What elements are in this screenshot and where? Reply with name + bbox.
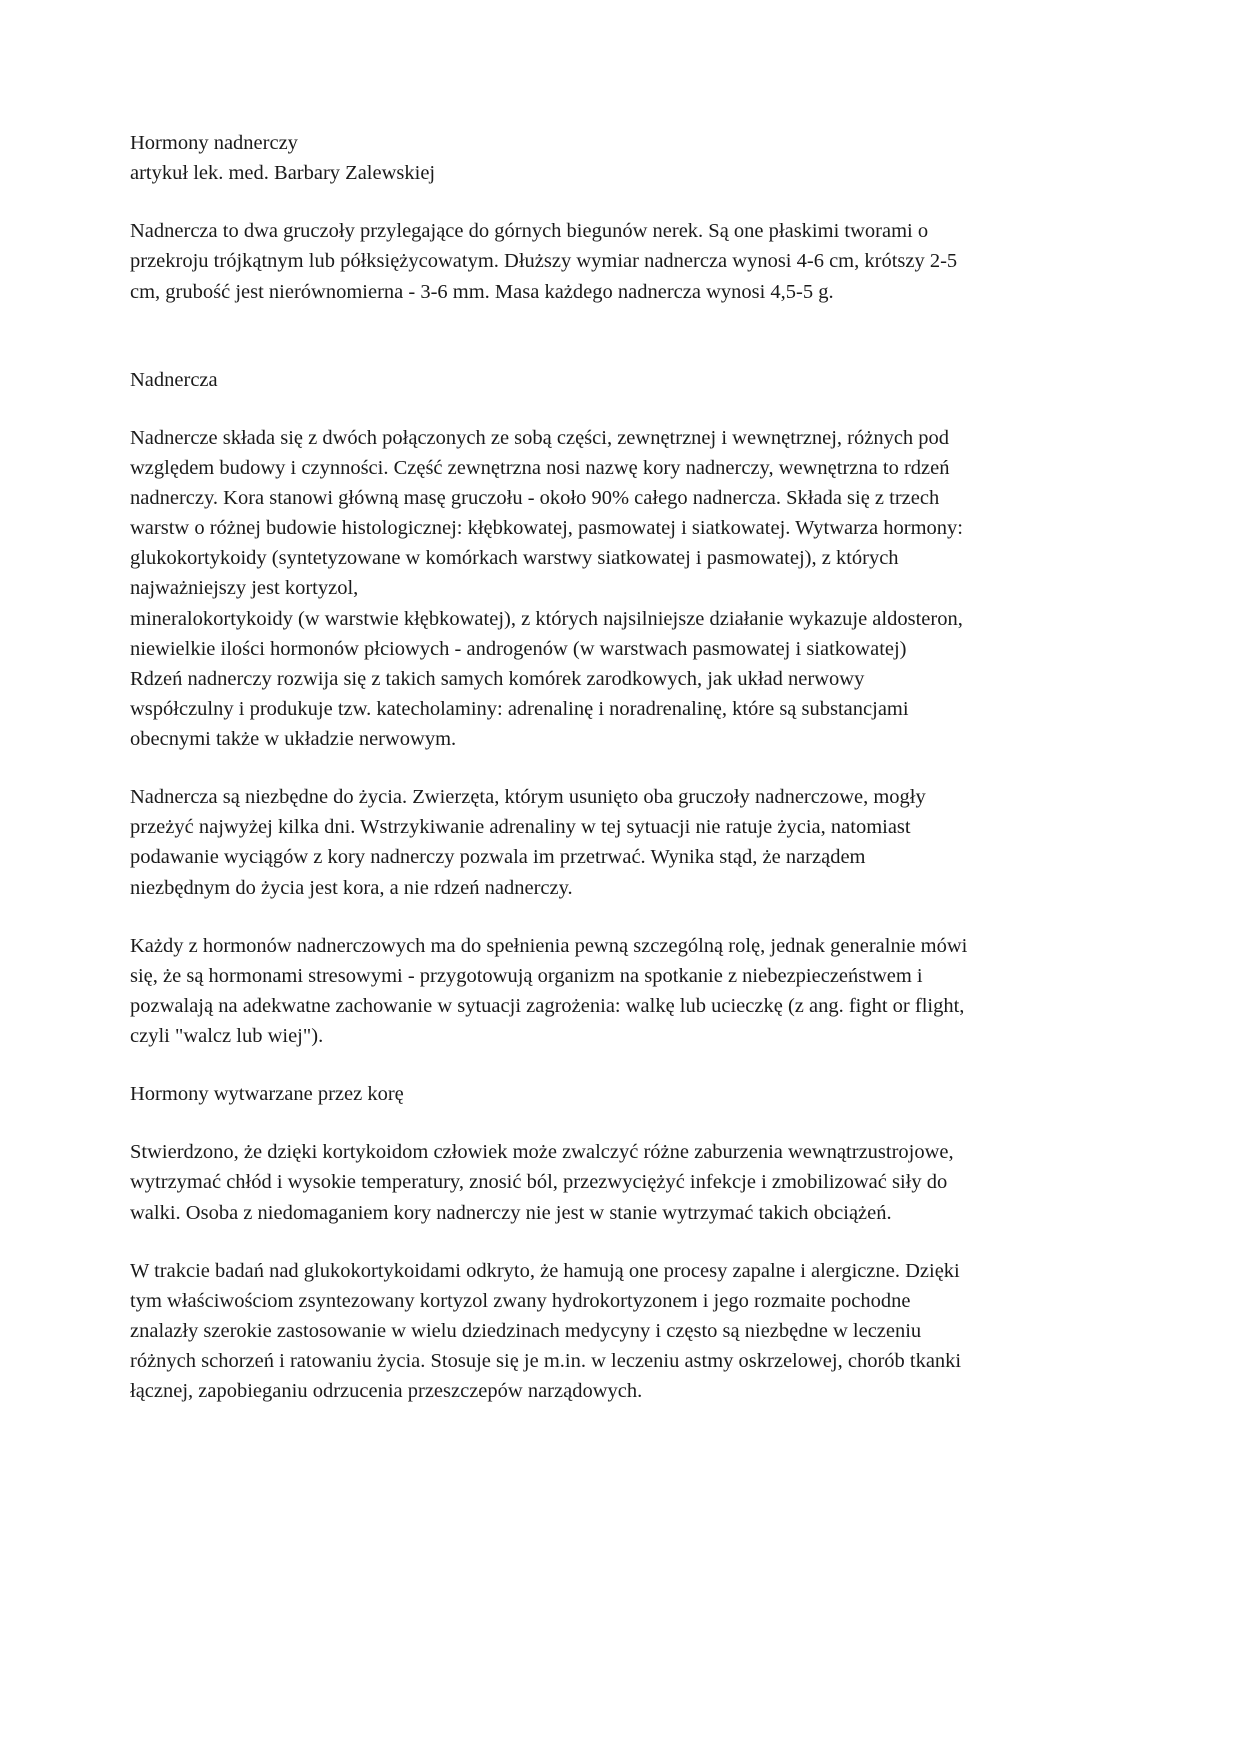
body-block-2: Rdzeń nadnerczy rozwija się z takich samych komórek zarodkowych, jak układ nerwowy współczulny i produkuje tzw. katecholaminy: adrenalinę i noradrenalinę, które są substancjami obecnymi także w układzie nerwowym. (130, 667, 909, 750)
spacer (130, 337, 970, 365)
title-line-1: Hormony nadnerczy (130, 132, 298, 154)
list-item: mineralokortykoidy (w warstwie kłębkowatej), z których najsilniejsze działanie wykazuje aldosteron, (130, 607, 963, 630)
list-item: niewielkie ilości hormonów płciowych - androgenów (w warstwach pasmowatej i siatkowatej) (130, 637, 907, 660)
body-block-3: Nadnercza są niezbędne do życia. Zwierzęta, którym usunięto oba gruczoły nadnerczowe, mogły przeżyć najwyżej kilka dni. Wstrzykiwanie adrenaliny w tej sytuacji nie ratuje życia, natomiast podawanie wyciągów z kory nadnerczy pozwala im przetrwać. Wynika stąd, że narządem niezbędnym do życia jest kora, a nie rdzeń nadnerczy. (130, 786, 926, 899)
spacer (130, 1109, 970, 1137)
title-line-2: artykuł lek. med. Barbary Zalewskiej (130, 162, 436, 185)
spacer (130, 1051, 970, 1079)
body-block-4: Każdy z hormonów nadnerczowych ma do spełnienia pewną szczególną rolę, jednak generalnie mówi się, że są hormonami stresowymi - przygotowują organizm na spotkanie z niebezpieczeństwem i pozwalają na adekwatne zachowanie w sytuacji zagrożenia: walkę lub ucieczkę (z ang. fight or flight, czyli "walcz lub wiej"). (130, 934, 968, 1047)
spacer (130, 754, 970, 782)
spacer (130, 903, 970, 931)
spacer (130, 1228, 970, 1256)
intro-paragraph: Nadnercza to dwa gruczoły przylegające do górnych biegunów nerek. Są one płaskimi tworami o przekroju trójkątnym lub półksiężycowatym. Dłuższy wymiar nadnercza wynosi 4-6 cm, krótszy 2-5 cm, grubość jest nierównomierna - 3-6 mm. Masa każdego nadnercza wynosi 4,5-5 g. (130, 220, 958, 303)
list-item: glukokortykoidy (syntetyzowane w komórkach warstwy siatkowatej i pasmowatej), z których najważniejszy jest kortyzol, (130, 547, 899, 600)
body-block-1: Nadnercze składa się z dwóch połączonych ze sobą części, zewnętrznej i wewnętrznej, różnych pod względem budowy i czynności. Część zewnętrzna nosi nazwę kory nadnerczy, wewnętrzna to rdzeń nadnerczy. Kora stanowi główną masę gruczołu - około 90% całego nadnercza. Składa się z trzech warstw o różnej budowie histologicznej: kłębkowatej, pasmowatej i siatkowatej. Wytwarza hormony: (130, 426, 963, 540)
document-body (130, 128, 970, 1406)
spacer (130, 188, 970, 216)
body-block-6: W trakcie badań nad glukokortykoidami odkryto, że hamują one procesy zapalne i alergiczne. Dzięki tym właściwościom zsyntezowany kortyzol zwany hydrokortyzonem i jego rozmaite pochodne znalazły szerokie zastosowanie w wielu dziedzinach medycyny i często są niezbędne w leczeniu różnych schorzeń i ratowaniu życia. Stosuje się je m.in. w leczeniu astmy oskrzelowej, chorób tkanki łącznej, zapobieganiu odrzucenia przeszczepów narządowych. (130, 1259, 962, 1403)
heading-hormony-kora: Hormony wytwarzane przez korę (130, 1083, 404, 1106)
spacer (130, 307, 970, 337)
spacer (130, 395, 970, 423)
body-block-5: Stwierdzono, że dzięki kortykoidom człowiek może zwalczyć różne zaburzenia wewnątrzustrojowe, wytrzymać chłód i wysokie temperatury, znosić ból, przezwyciężyć infekcje i zmobilizować siły do walki. Osoba z niedomaganiem kory nadnerczy nie jest w stanie wytrzymać takich obciążeń. (130, 1141, 954, 1224)
heading-nadnercza: Nadnercza (130, 368, 218, 391)
document-title (130, 128, 970, 188)
